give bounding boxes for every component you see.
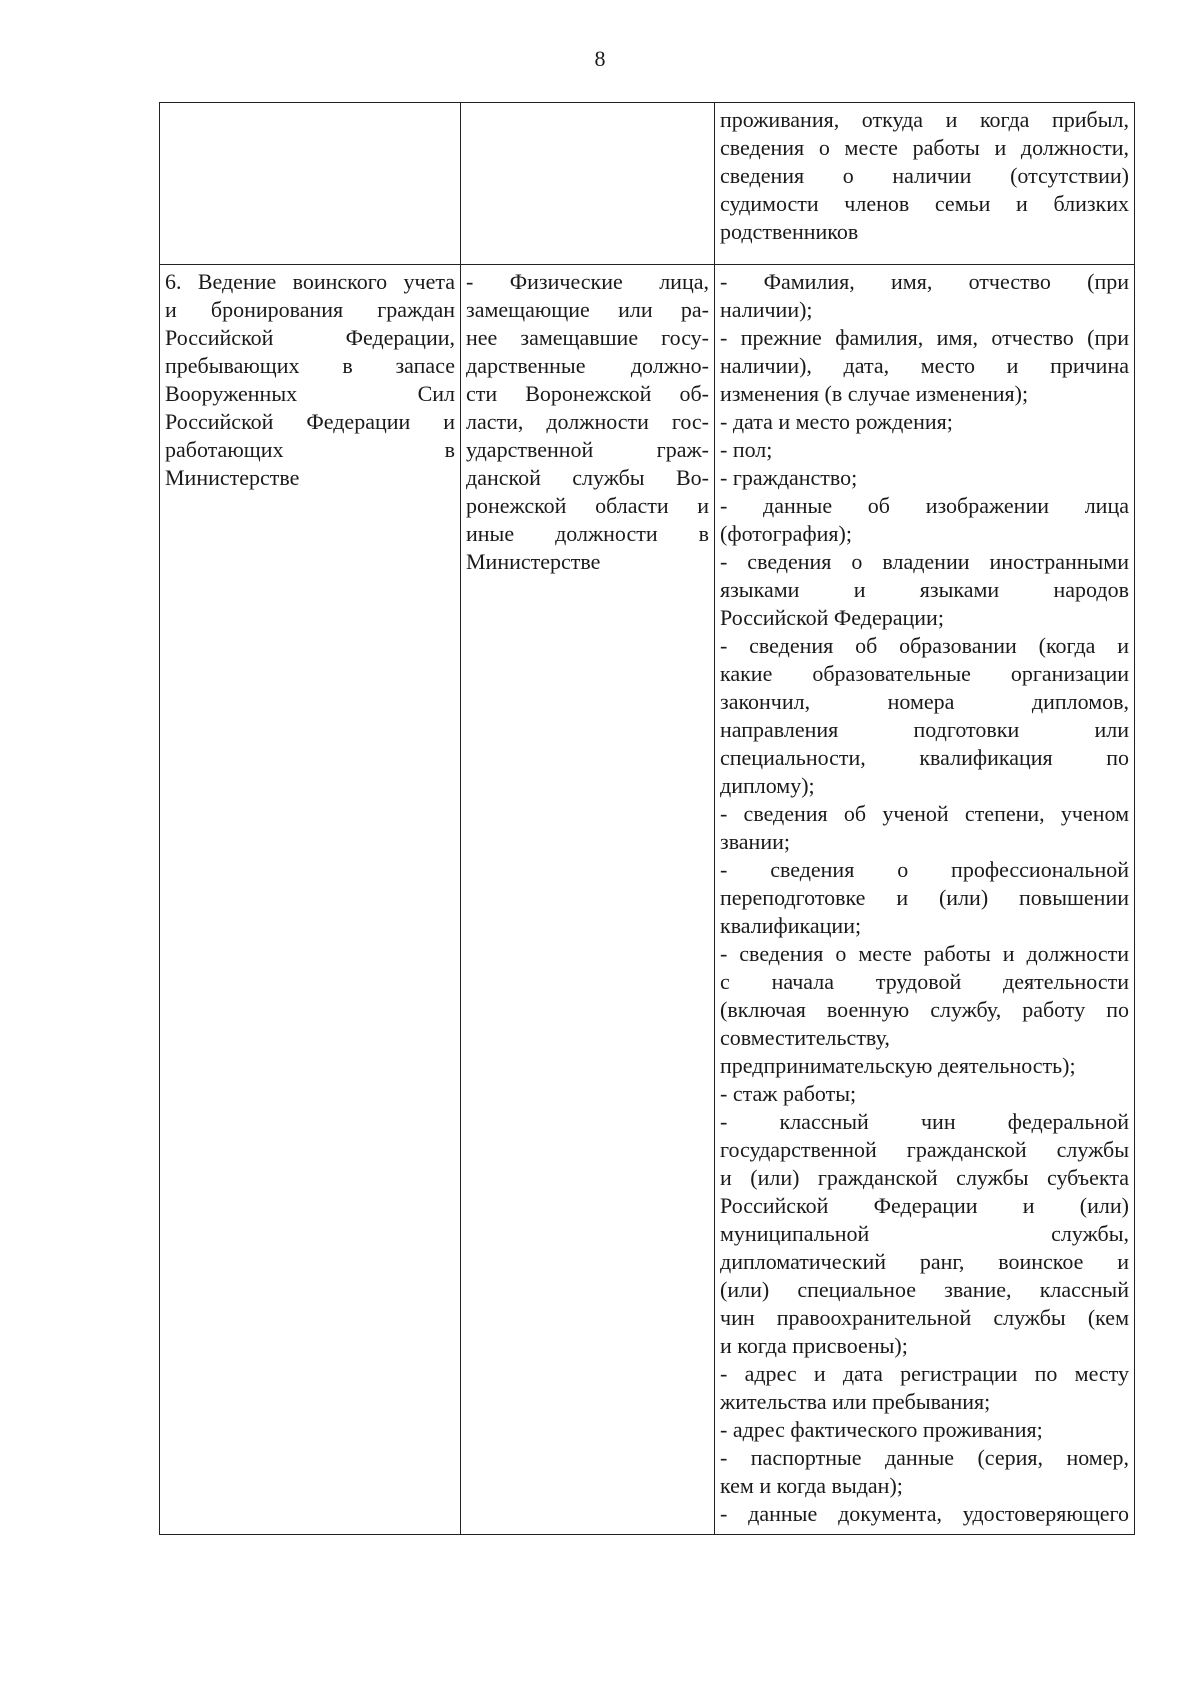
text-line: иные должности в: [466, 521, 709, 546]
text-line: - данные документа, удостоверяющего: [720, 1501, 1129, 1526]
text-line: - паспортные данные (серия, номер,: [720, 1445, 1129, 1470]
table-cell-purpose: [160, 265, 461, 1535]
text-line: диплому);: [720, 773, 815, 798]
page-number: 8: [594, 46, 606, 71]
data-table: [159, 102, 1135, 1535]
text-line: изменения (в случае изменения);: [720, 381, 1029, 406]
text-line: - сведения о владении иностранными: [720, 549, 1129, 574]
text-line: сти Воронежской об-: [466, 381, 709, 406]
text-line: родственников: [720, 219, 859, 244]
text-line: дипломатический ранг, воинское и: [720, 1249, 1129, 1274]
text-line: Российской Федерации;: [720, 605, 944, 630]
text-line: - сведения о профессиональной: [720, 857, 1129, 882]
text-line: ударственной граж-: [466, 437, 709, 462]
text-line: проживания, откуда и когда прибыл,: [720, 107, 1129, 132]
text-line: какие образовательные организации: [720, 661, 1129, 686]
text-line: (фотография);: [720, 521, 852, 546]
text-line: данской службы Во-: [466, 465, 709, 490]
text-line: и когда присвоены);: [720, 1333, 908, 1358]
text-line: и бронирования граждан: [165, 297, 455, 322]
text-line: государственной гражданской службы: [720, 1137, 1129, 1162]
text-line: 6. Ведение воинского учета: [165, 269, 455, 294]
text-line: - данные об изображении лица: [720, 493, 1129, 518]
text-line: работающих в: [165, 437, 455, 462]
text-line: - пол;: [720, 437, 773, 462]
table-cell-data-list: [715, 265, 1135, 1535]
table-cell-data-list: [715, 103, 1135, 265]
text-line: совместительству,: [720, 1025, 890, 1050]
text-line: - сведения о месте работы и должности: [720, 941, 1129, 966]
text-line: чин правоохранительной службы (кем: [720, 1305, 1129, 1330]
text-line: звании;: [720, 829, 790, 854]
table-row: [160, 265, 1135, 1535]
text-line: специальности, квалификация по: [720, 745, 1129, 770]
table-cell-subjects: [461, 103, 715, 265]
text-line: - сведения об образовании (когда и: [720, 633, 1129, 658]
text-line: закончил, номера дипломов,: [720, 689, 1129, 714]
table-cell-subjects: [461, 265, 715, 1535]
text-line: ласти, должности гос-: [466, 409, 709, 434]
text-line: - прежние фамилия, имя, отчество (при: [720, 325, 1129, 350]
text-line: судимости членов семьи и близких: [720, 191, 1129, 216]
text-line: направления подготовки или: [720, 717, 1129, 742]
text-line: замещающие или ра-: [466, 297, 709, 322]
text-line: и (или) гражданской службы субъекта: [720, 1165, 1129, 1190]
text-line: - Фамилия, имя, отчество (при: [720, 269, 1129, 294]
text-line: Российской Федерации,: [165, 325, 455, 350]
text-line: с начала трудовой деятельности: [720, 969, 1129, 994]
text-line: - адрес и дата регистрации по месту: [720, 1361, 1129, 1386]
text-line: жительства или пребывания;: [720, 1389, 991, 1414]
table-cell-purpose: [160, 103, 461, 265]
text-line: Министерстве: [466, 549, 601, 574]
text-line: наличии), дата, место и причина: [720, 353, 1129, 378]
text-line: предпринимательскую деятельность);: [720, 1053, 1076, 1078]
text-line: Российской Федерации и (или): [720, 1193, 1129, 1218]
text-line: (или) специальное звание, классный: [720, 1277, 1129, 1302]
text-line: переподготовке и (или) повышении: [720, 885, 1129, 910]
text-line: муниципальной службы,: [720, 1221, 1129, 1246]
text-line: - Физические лица,: [466, 269, 709, 294]
text-line: сведения о наличии (отсутствии): [720, 163, 1129, 188]
text-line: пребывающих в запасе: [165, 353, 455, 378]
text-line: квалификации;: [720, 913, 862, 938]
text-line: Вооруженных Сил: [165, 381, 455, 406]
text-line: языками и языками народов: [720, 577, 1129, 602]
text-line: кем и когда выдан);: [720, 1473, 903, 1498]
text-line: ронежской области и: [466, 493, 709, 518]
text-line: - адрес фактического проживания;: [720, 1417, 1043, 1442]
text-line: - дата и место рождения;: [720, 409, 953, 434]
text-line: сведения о месте работы и должности,: [720, 135, 1129, 160]
text-line: - классный чин федеральной: [720, 1109, 1129, 1134]
table-row: [160, 103, 1135, 265]
text-line: нее замещавшие госу-: [466, 325, 709, 350]
text-line: Министерстве: [165, 465, 300, 490]
text-line: (включая военную службу, работу по: [720, 997, 1129, 1022]
text-line: - гражданство;: [720, 465, 858, 490]
text-line: наличии);: [720, 297, 813, 322]
text-line: - сведения об ученой степени, ученом: [720, 801, 1129, 826]
text-line: Российской Федерации и: [165, 409, 455, 434]
text-line: дарственные должно-: [466, 353, 709, 378]
text-line: - стаж работы;: [720, 1081, 857, 1106]
